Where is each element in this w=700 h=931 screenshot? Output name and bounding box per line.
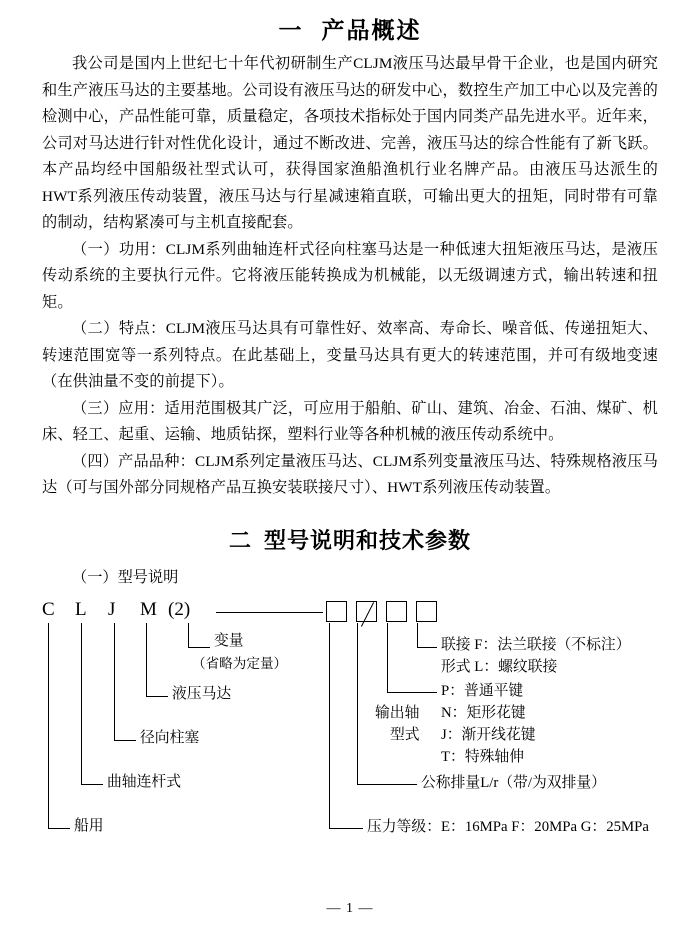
paragraph-product-types: （四）产品品种：CLJM系列定量液压马达、CLJM系列变量液压马达、特殊规格液压马达（可与国外部分同规格产品互换安装联接尺寸）、HWT系列液压传动装置。 (42, 452, 658, 496)
label-connection-type-line1: 联接 F：法兰联接（不标注） (441, 636, 631, 653)
code-box-1 (326, 601, 347, 622)
code-letter-j: J (108, 598, 116, 620)
code-box-2-slash (356, 601, 377, 622)
leader-variable-horizontal (188, 647, 210, 648)
code-letter-c: C (42, 598, 55, 620)
label-displacement: 公称排量L/r（带/为双排量） (421, 774, 606, 791)
leader-marine-horizontal (48, 828, 70, 829)
page-footer (0, 901, 700, 917)
leader-radial-horizontal (114, 740, 136, 741)
model-code-diagram (42, 599, 658, 867)
label-marine: 船用 (74, 817, 104, 834)
leader-crank-vertical (81, 623, 82, 785)
leader-connection-horizontal (417, 647, 437, 648)
label-connection-type-line2: 形式 L：螺纹联接 (441, 658, 558, 675)
label-pressure-grade: 压力等级：E：16MPa F：20MPa G：25MPa (367, 818, 649, 835)
leader-output-shaft-horizontal (387, 692, 437, 693)
label-radial-piston: 径向柱塞 (140, 729, 200, 746)
leader-marine-vertical (48, 623, 49, 829)
section-1-heading (42, 0, 658, 51)
paragraph-applications: （三）应用：适用范围极其广泛，可应用于船舶、矿山、建筑、冶金、石油、煤矿、机床、轻工、起重、运输、地质钻探，塑料行业等各种机械的液压传动系统中。 (42, 399, 658, 443)
section-2-heading (42, 502, 658, 565)
leader-motor-horizontal (146, 696, 168, 697)
label-output-shaft-title1: 输出轴 (375, 704, 420, 721)
paragraph-features: （二）特点：CLJM液压马达具有可靠性好、效率高、寿命长、噪音低、传递扭矩大、转速范围宽等一系列特点。在此基础上，变量马达具有更大的转速范围，并可有级地变速（在供油量不变的前提下）。 (42, 320, 658, 390)
leader-crank-horizontal (81, 784, 103, 785)
leader-displacement-horizontal (357, 784, 417, 785)
label-hydraulic-motor: 液压马达 (172, 685, 232, 702)
leader-output-shaft-vertical (387, 623, 388, 693)
code-box-4 (416, 601, 437, 622)
code-connector-line (216, 612, 323, 613)
section-2-number: 二 (228, 527, 252, 554)
page-number: — 1 — (326, 901, 374, 916)
label-crank-connecting-rod: 曲轴连杆式 (107, 773, 181, 790)
code-box-group (326, 601, 437, 622)
leader-pressure-horizontal (329, 828, 363, 829)
leader-displacement-vertical (357, 623, 358, 785)
label-variable-note: （省略为定量） (192, 655, 288, 671)
code-variable-marker: (2) (168, 598, 191, 620)
section-1-title: 产品概述 (321, 17, 422, 44)
leader-variable-vertical (188, 623, 189, 648)
paragraph-function: （一）功用：CLJM系列曲轴连杆式径向柱塞马达是一种低速大扭矩液压马达，是液压传动系统的主要执行元件。它将液压能转换成为机械能，以无级调速方式，输出转速和扭矩。 (42, 240, 658, 311)
label-output-shaft-t: T：特殊轴伸 (441, 748, 525, 765)
label-output-shaft-j: J：渐开线花键 (441, 726, 536, 743)
label-output-shaft-n: N：矩形花键 (441, 704, 526, 721)
leader-radial-vertical (114, 623, 115, 741)
leader-pressure-vertical (329, 623, 330, 829)
leader-connection-vertical (417, 623, 418, 648)
subsection-model-designation: （一）型号说明 (72, 568, 179, 586)
section-1-number: 一 (278, 17, 304, 44)
section-2-title: 型号说明和技术参数 (264, 527, 472, 554)
code-box-3 (386, 601, 407, 622)
label-output-shaft-title2: 型式 (390, 726, 420, 743)
label-variable: 变量 (214, 632, 244, 649)
code-letter-m: M (140, 598, 157, 620)
label-output-shaft-p: P：普通平键 (441, 682, 524, 699)
paragraph-overview: 我公司是国内上世纪七十年代初研制生产CLJM液压马达最早骨干企业，也是国内研究和生产液压马达的主要基地。公司设有液压马达的研发中心，数控生产加工中心以及完善的检测中心，产品性能可靠，质量稳定，各项技术指标处于国内同类产品先进水平。近年来，公司对马达进行针对性优化设计，通过不断改进、完善，液压马达的综合性能有了新飞跃。本产品均经中国船级社型式认可，获得国家渔船渔机行业名牌产品。由液压马达派生的HWT系列液压传动装置，液压马达与行星减速箱直联，可输出更大的扭矩，同时带有可靠的制动，结构紧凑可与主机直接配套。 (42, 55, 658, 231)
code-letter-l: L (75, 598, 87, 620)
leader-motor-vertical (146, 623, 147, 697)
